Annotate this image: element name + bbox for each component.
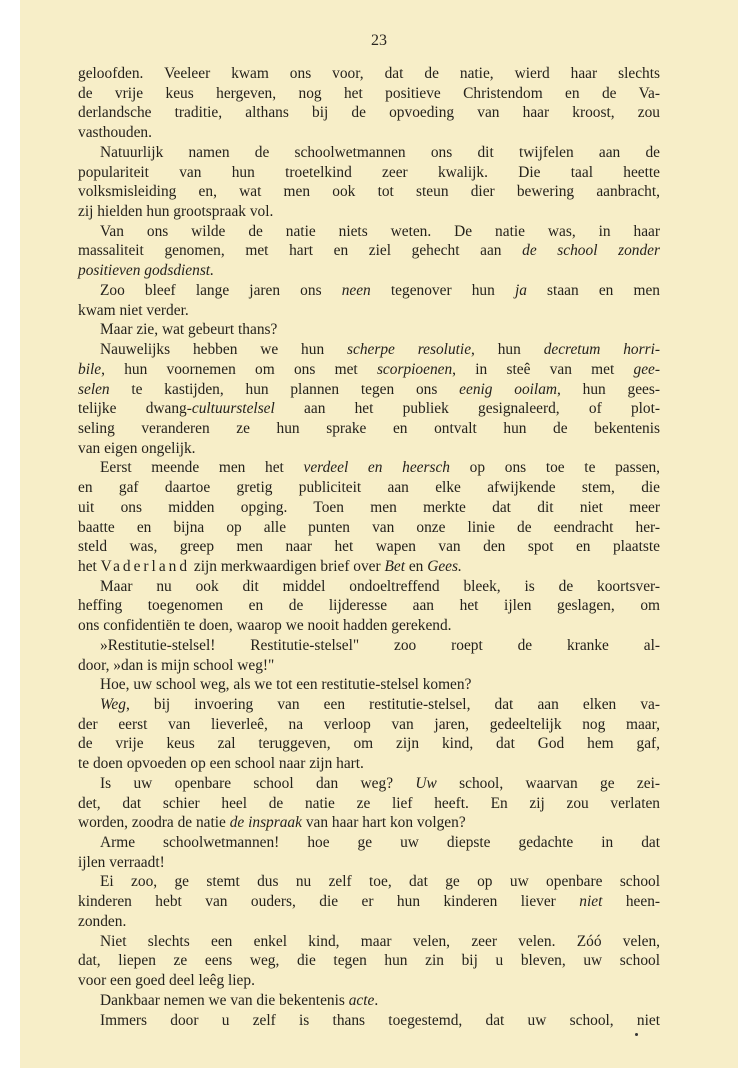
text-line: te doen opvoeden op een school naar zijn hart. (78, 755, 364, 773)
text-line: populariteit van hun troetelkind zeer kwalijk. Die taal heette (78, 163, 660, 181)
text-line: Maar nu ook dit middel ondoeltreffend bleek, is de koortsver- (100, 577, 660, 595)
text-line: Zoo bleef lange jaren ons neen tegenover hun ja staan en men (100, 281, 660, 299)
text-line: vasthouden. (78, 124, 152, 142)
text-line: Van ons wilde de natie niets weten. De natie was, in haar (100, 222, 660, 240)
text-line: derlandsche traditie, althans bij de opvoeding van haar kroost, zou (78, 104, 660, 122)
text-line: bile, hun voornemen om ons met scorpioenen, in steê van met gee- (78, 360, 660, 378)
text-line: Dankbaar nemen we van die bekentenis acte. (100, 991, 379, 1009)
text-line: der eerst van lieverleê, na verloop van jaren, gedeeltelijk nog maar, (78, 715, 660, 733)
text-line: Weg, bij invoering van een restitutie-stelsel, dat aan elken va- (100, 696, 660, 713)
text-line: de vrije keus hergeven, nog het positieve Christendom en de Va- (78, 84, 660, 102)
text-line: ons confidentiën te doen, waarop we nooit hadden gerekend. (78, 617, 452, 635)
text-line: Natuurlijk namen de schoolwetmannen ons dit twijfelen aan de (100, 143, 660, 161)
text-line: uit ons midden opging. Toen men merkte dat dit niet meer (78, 498, 660, 516)
text-line: Ei zoo, ge stemt dus nu zelf toe, dat ge op uw openbare school (100, 873, 660, 891)
text-line: de vrije keus zal teruggeven, om zijn kind, dat God hem gaf, (78, 735, 660, 753)
text-line: worden, zoodra de natie de inspraak van haar hart kon volgen? (78, 814, 466, 832)
text-line: steld was, greep men naar het wapen van den spot en plaatste (78, 538, 660, 556)
text-line: telijke dwang-cultuurstelsel aan het publiek gesignaleerd, of plot- (78, 400, 661, 418)
text-line: Is uw openbare school dan weg? Uw school, waarvan ge zei- (100, 774, 660, 792)
text-line: en gaf daartoe gretig publiciteit aan elke afwijkende stem, die (78, 479, 660, 497)
page-number: 23 (371, 32, 387, 49)
text-line: selen te kastijden, hun plannen tegen ons eenig ooilam, hun gees- (78, 380, 661, 398)
text-line: seling veranderen ze hun sprake en ontvalt hun de bekentenis (78, 419, 660, 437)
text-line: Maar zie, wat gebeurt thans? (100, 321, 278, 339)
text-line: det, dat schier heel de natie ze lief heeft. En zij zou verlaten (78, 794, 660, 812)
text-line: baatte en bijna op alle punten van onze linie de eendracht her- (78, 518, 660, 536)
text-line: kwam niet verder. (78, 301, 189, 319)
text-line: Eerst meende men het verdeel en heersch op ons toe te passen, (100, 459, 660, 477)
text-line: kinderen hebt van ouders, die er hun kinderen liever niet heen- (78, 893, 661, 911)
text-line: Immers door u zelf is thans toegestemd, dat uw school, niet (100, 1011, 660, 1029)
ink-speck (635, 1033, 638, 1036)
text-line: Arme schoolwetmannen! hoe ge uw diepste gedachte in dat (100, 834, 660, 852)
body-text (78, 64, 660, 1030)
text-line: voor een goed deel leêg liep. (78, 972, 255, 990)
text-line: ijlen verraadt! (78, 853, 165, 871)
text-line: dat, liepen ze eens weg, die tegen hun zin bij u bleven, uw school (78, 952, 660, 970)
text-line: zij hielden hun grootspraak vol. (78, 203, 274, 221)
text-line: van eigen ongelijk. (78, 439, 196, 457)
text-line: massaliteit genomen, met hart en ziel gehecht aan de school zonder (78, 242, 660, 260)
text-line: heffing toegenomen en de lijderesse aan het ijlen geslagen, om (78, 597, 660, 615)
text-line: Niet slechts een enkel kind, maar velen, zeer velen. Zóó velen, (100, 932, 660, 950)
text-line: door, »dan is mijn school weg!" (78, 656, 275, 674)
text-line: Nauwelijks hebben we hun scherpe resolutie, hun decretum horri- (100, 341, 661, 359)
text-line: zonden. (78, 912, 127, 930)
book-page (20, 0, 738, 1068)
text-line: Hoe, uw school weg, als we tot een restitutie-stelsel komen? (100, 676, 472, 694)
text-line: geloofden. Veeleer kwam ons voor, dat de natie, wierd haar slechts (78, 65, 660, 82)
text-line: positieven godsdienst. (78, 262, 214, 280)
text-line: »Restitutie-stelsel! Restitutie-stelsel" zoo roept de kranke al- (100, 636, 660, 654)
text-line: het Vaderland zijn merkwaardigen brief over Bet en Gees. (78, 557, 462, 575)
text-line: volksmisleiding en, wat men ook tot steun dier bewering aanbracht, (78, 183, 660, 201)
